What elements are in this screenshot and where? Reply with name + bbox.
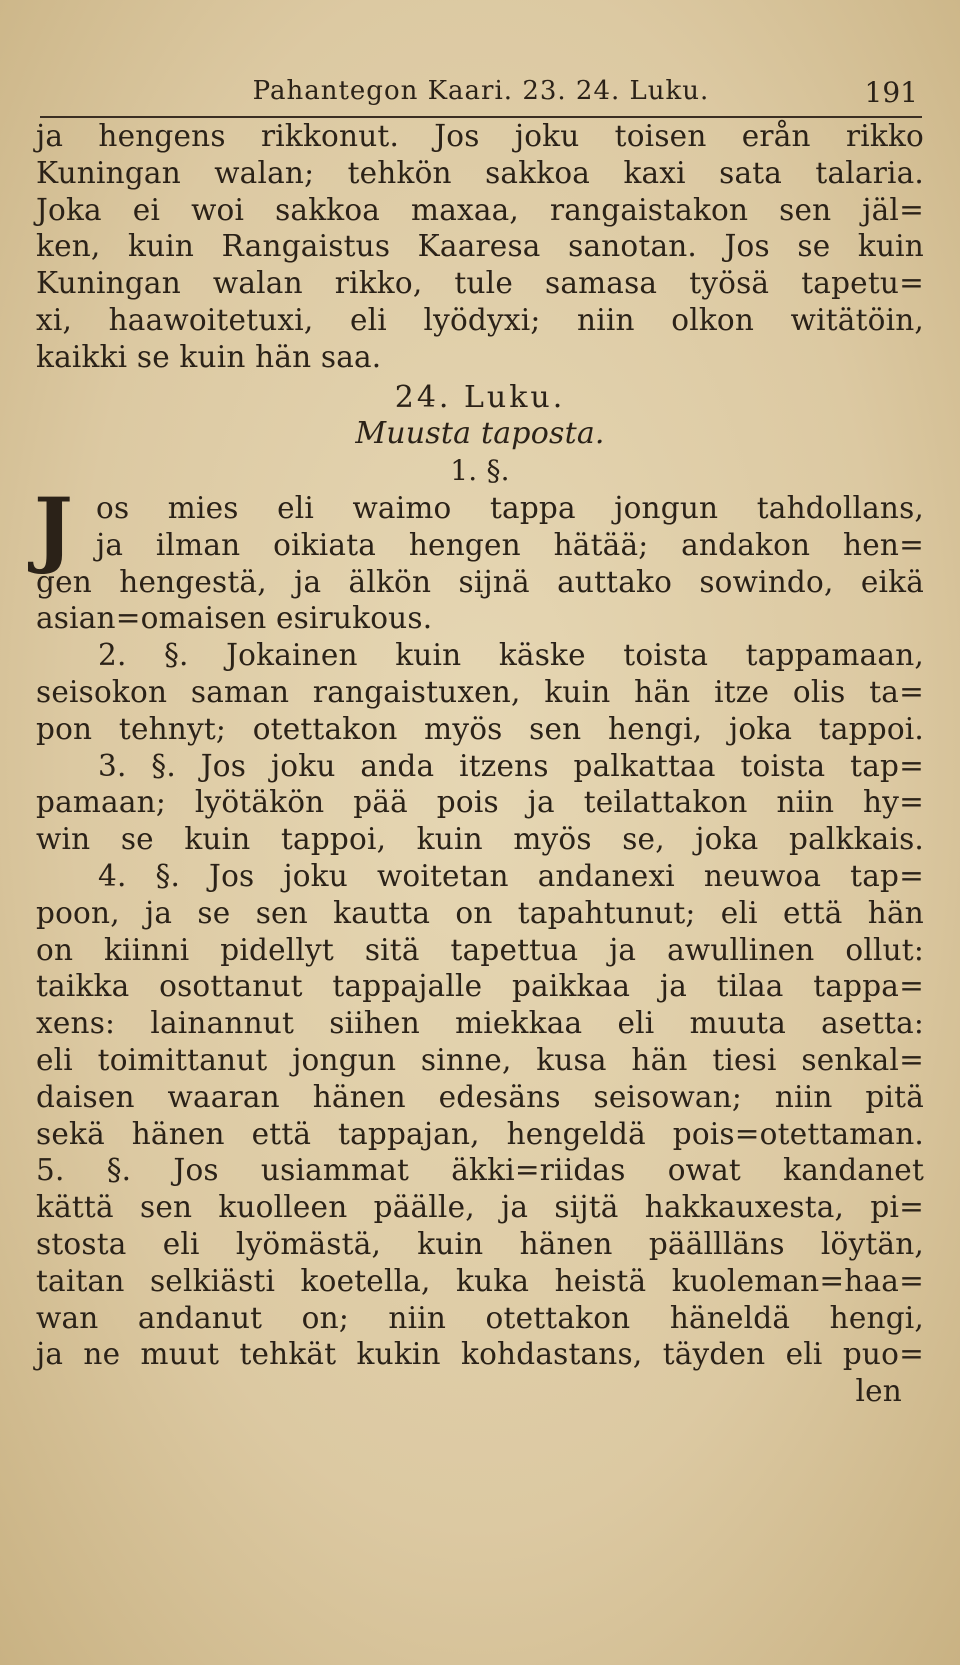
text-line: win se kuin tappoi, kuin myös se, joka palkkais. xyxy=(36,822,924,857)
text-line: kättä sen kuolleen päälle, ja sijtä hakkauxesta, pi= xyxy=(36,1190,924,1225)
paragraph-continuation xyxy=(36,118,924,376)
running-header xyxy=(40,70,922,118)
text-line: poon, ja se sen kautta on tapahtunut; eli että hän xyxy=(36,895,924,930)
text-line: gen hengestä, ja älkön sijnä auttako sowindo, eikä xyxy=(36,564,924,599)
text-line: Kuningan walan rikko, tule samasa työsä tapetu= xyxy=(36,266,924,301)
text-line: xens: lainannut siihen miekkaa eli muuta asetta: xyxy=(36,1006,924,1041)
page-number: 191 xyxy=(864,76,918,109)
text-line: 3. §. Jos joku anda itzens palkattaa toista tap= xyxy=(98,748,924,783)
text-line: wan andanut on; niin otettakon häneldä hengi, xyxy=(36,1300,924,1335)
section-3-paragraph xyxy=(36,748,924,858)
catchword: len xyxy=(855,1374,902,1409)
section-number: 1. §. xyxy=(450,454,510,488)
text-line: asian=omaisen esirukous. xyxy=(36,601,433,636)
text-line: xi, haawoitetuxi, eli lyödyxi; niin olkon witätöin, xyxy=(36,302,924,337)
section-4-paragraph xyxy=(36,858,924,1152)
text-line: ken, kuin Rangaistus Kaaresa sanotan. Jos se kuin xyxy=(36,229,924,264)
chapter-subtitle: Muusta taposta. xyxy=(355,416,605,452)
page-body xyxy=(36,118,924,1410)
text-line: on kiinni pidellyt sitä tapettua ja awullinen ollut: xyxy=(36,932,924,967)
text-line: kaikki se kuin hän saa. xyxy=(36,339,382,374)
text-line: ja ilman oikiata hengen hätää; andakon hen= xyxy=(96,527,924,562)
text-line: os mies eli waimo tappa jongun tahdollans, xyxy=(96,490,924,525)
drop-cap: J xyxy=(34,480,73,577)
text-line: stosta eli lyömästä, kuin hänen päällläns löytän, xyxy=(36,1226,924,1261)
text-line: pamaan; lyötäkön pää pois ja teilattakon niin hy= xyxy=(36,785,924,820)
text-line: eli toimittanut jongun sinne, kusa hän tiesi senkal= xyxy=(36,1042,924,1077)
running-title: Pahantegon Kaari. 23. 24. Luku. xyxy=(252,76,710,106)
chapter-heading: 24. Luku. xyxy=(394,379,566,415)
text-line: 2. §. Jokainen kuin käske toista tappamaan, xyxy=(98,638,924,673)
text-line: seisokon saman rangaistuxen, kuin hän itze olis ta= xyxy=(36,674,924,709)
text-line: sekä hänen että tappajan, hengeldä pois=otettaman. xyxy=(36,1116,924,1151)
section-5-paragraph xyxy=(36,1152,924,1373)
text-line: taikka osottanut tappajalle paikkaa ja tilaa tappa= xyxy=(36,969,924,1004)
section-2-paragraph xyxy=(36,637,924,747)
text-line: daisen waaran hänen edesäns seisowan; niin pitä xyxy=(36,1079,924,1114)
text-line: 5. §. Jos usiammat äkki=riidas owat kandanet xyxy=(36,1153,924,1188)
text-line: taitan selkiästi koetella, kuka heistä kuoleman=haa= xyxy=(36,1263,924,1298)
text-line: ja hengens rikkonut. Jos joku toisen erån rikko xyxy=(36,119,924,153)
text-line: pon tehnyt; otettakon myös sen hengi, joka tappoi. xyxy=(36,711,924,746)
section-1-paragraph xyxy=(34,480,924,637)
text-line: Joka ei woi sakkoa maxaa, rangaistakon sen jäl= xyxy=(36,192,924,227)
text-line: ja ne muut tehkät kukin kohdastans, täyden eli puo= xyxy=(36,1337,924,1372)
text-line: 4. §. Jos joku woitetan andanexi neuwoa tap= xyxy=(98,858,924,893)
text-line: Kuningan walan; tehkön sakkoa kaxi sata talaria. xyxy=(36,155,924,190)
